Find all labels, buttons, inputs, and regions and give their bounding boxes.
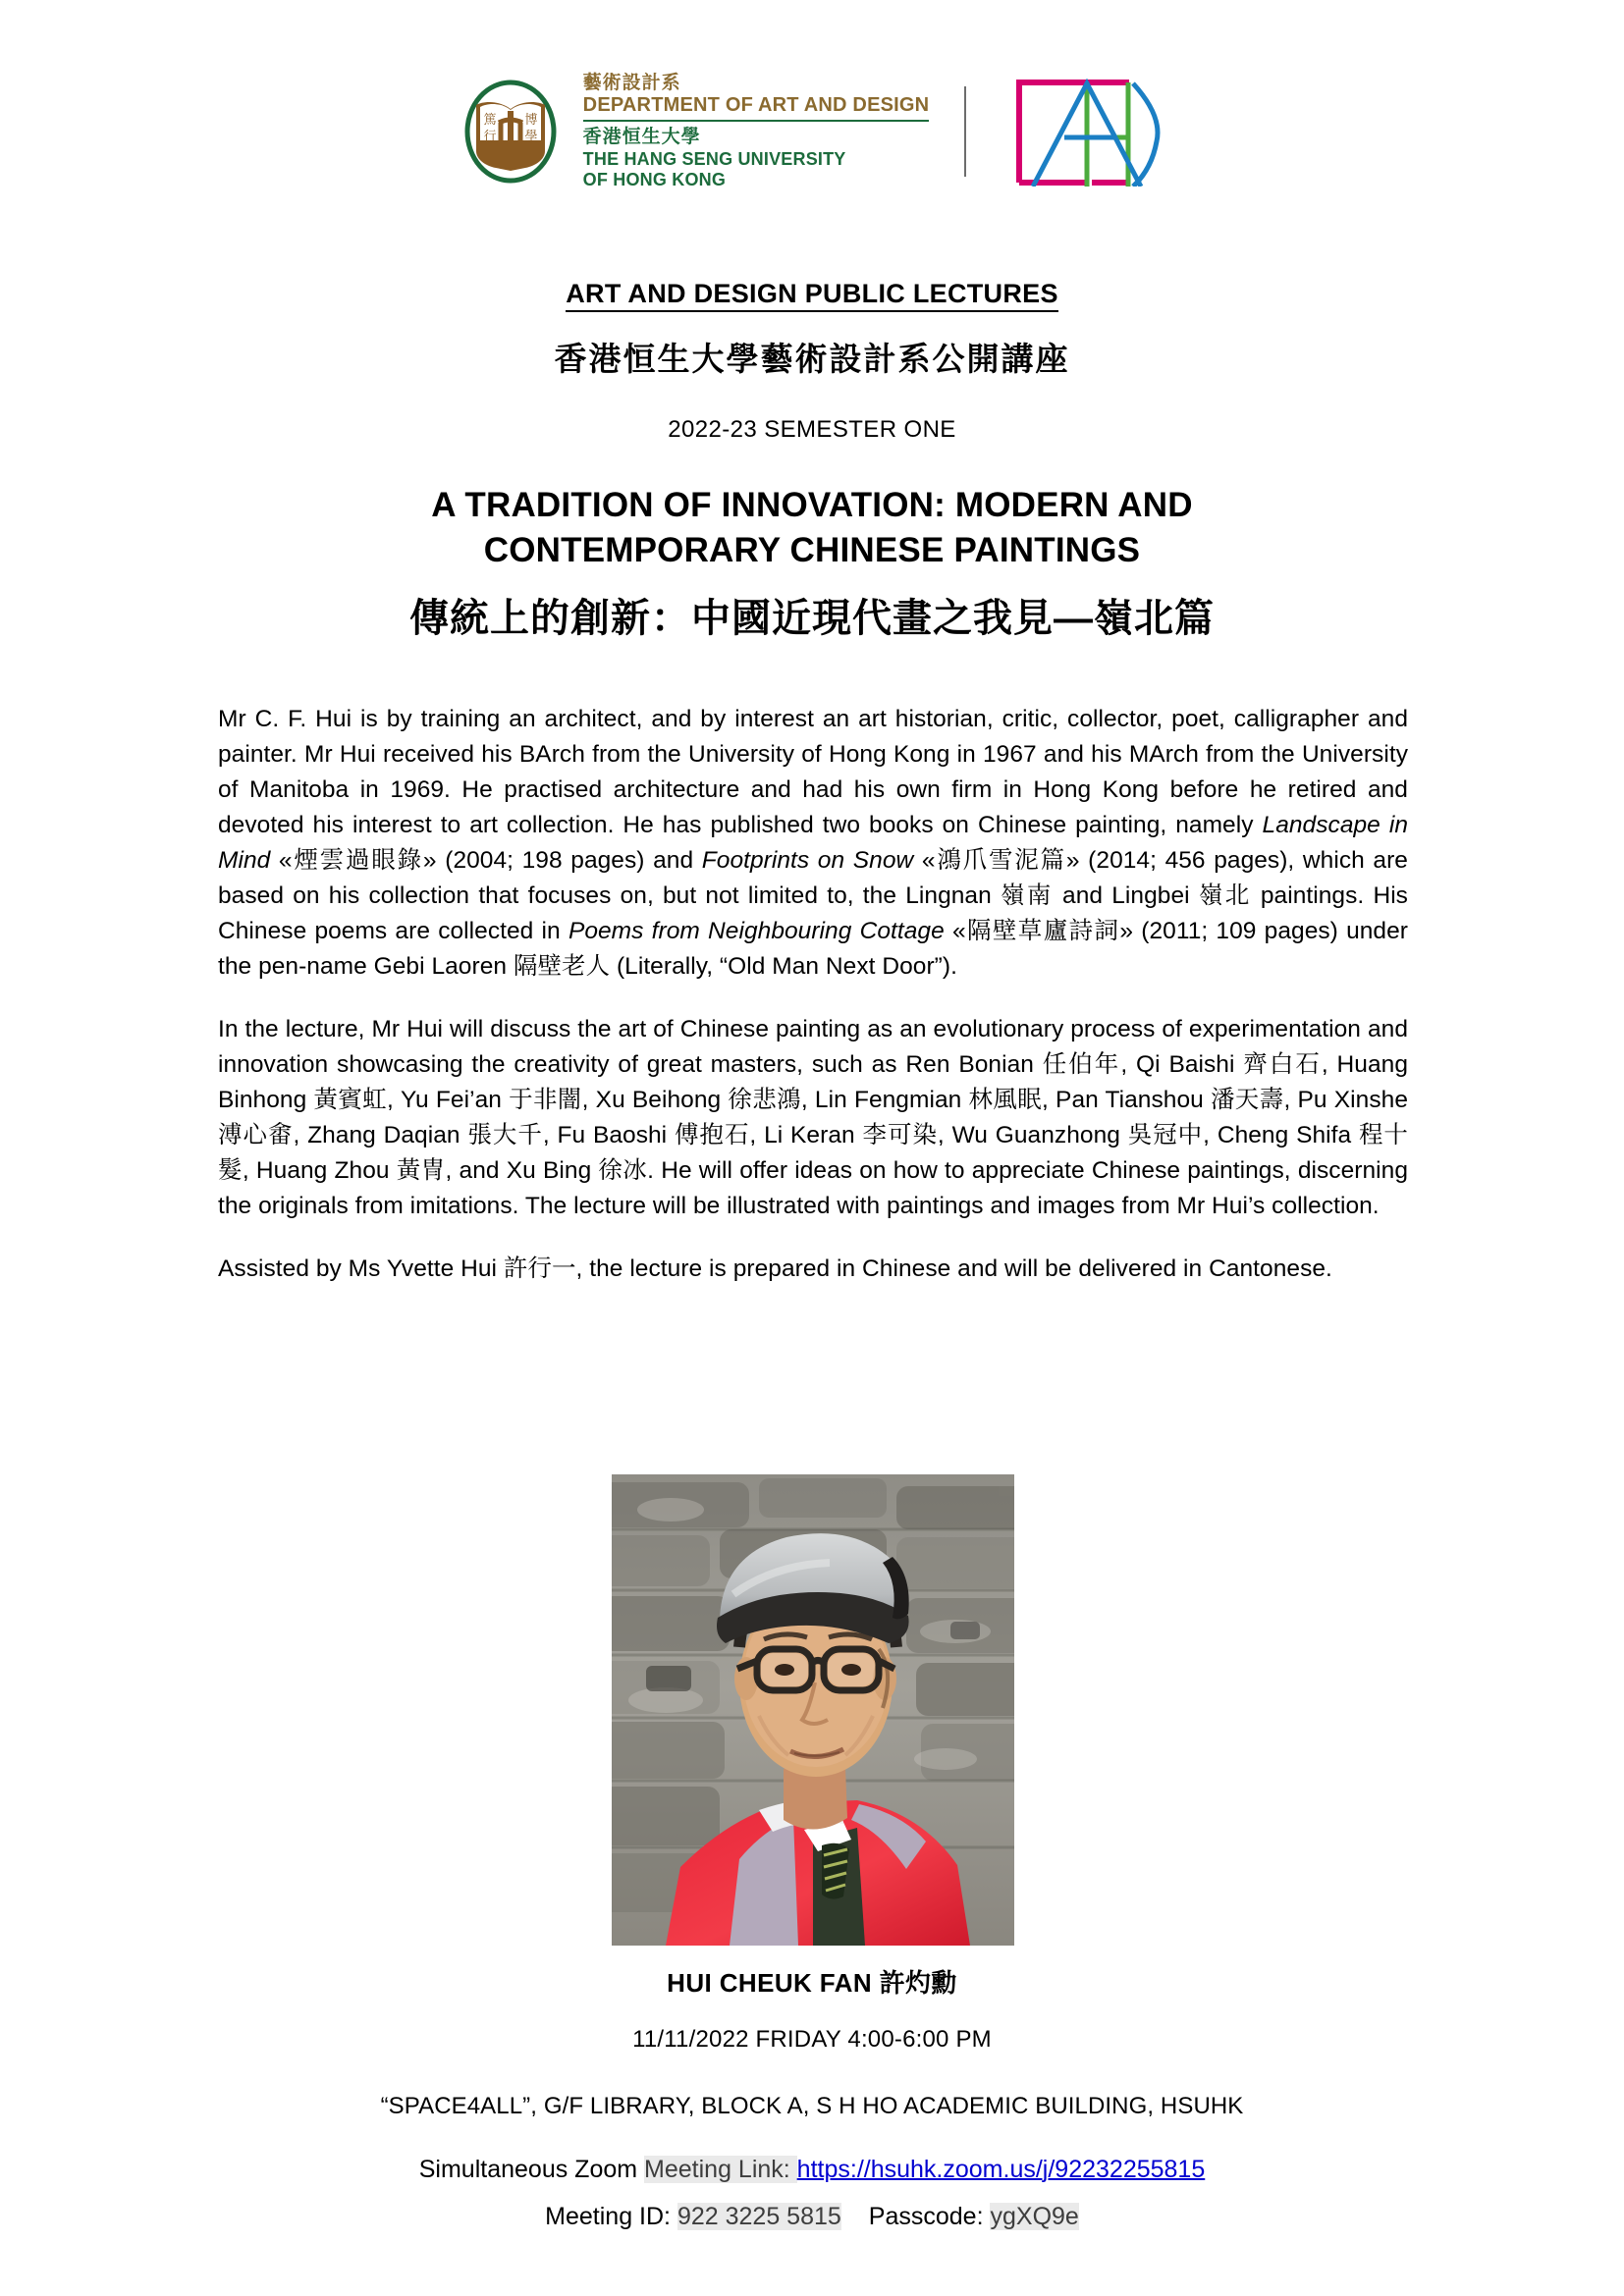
lecture-title-cn: 傳統上的創新：中國近現代畫之我見—嶺北篇	[409, 597, 1215, 640]
zoom-meeting-line	[0, 2156, 1624, 2184]
dad-monogram-icon	[1013, 77, 1161, 187]
hsuhk-crest-icon	[463, 80, 558, 184]
university-wordmark	[583, 74, 930, 189]
series-title-en	[0, 279, 1624, 309]
body-copy	[218, 702, 1408, 1287]
event-venue: “SPACE4ALL”, G/F LIBRARY, BLOCK A, S H HO ACADEMIC BUILDING, HSUHK	[380, 2093, 1244, 2119]
meeting-id-value: 922 3225 5815	[677, 2203, 841, 2230]
lecture-title-en-line1: A TRADITION OF INNOVATION: MODERN AND	[431, 486, 1193, 524]
series-title-cn: 香港恒生大學藝術設計系公開講座	[554, 341, 1070, 377]
bio-part-3: «鴻爪雪泥篇» (2014; 456 pages), which are based on his collection that focuses on, but not limited to, the Lingnan 嶺南 and Lingbei 嶺北 paintings. His Chinese poems are collected in	[218, 847, 1408, 944]
wordmark-divider	[583, 120, 930, 122]
department-name-en: DEPARTMENT OF ART AND DESIGN	[582, 93, 930, 116]
biography-paragraph	[218, 702, 1408, 985]
speaker-name: HUI CHEUK FAN 許灼勳	[667, 1968, 957, 1998]
speaker-portrait	[612, 1474, 1014, 1946]
svg-text:博: 博	[524, 113, 538, 128]
meeting-id-label: Meeting ID:	[545, 2203, 677, 2230]
logo-row	[463, 74, 1162, 189]
zoom-meeting-link[interactable]: https://hsuhk.zoom.us/j/92232255815	[796, 2156, 1206, 2183]
university-name-cn: 香港恒生大學	[582, 126, 701, 147]
passcode-value: ygXQ9e	[990, 2203, 1079, 2230]
book-title-2: Footprints on Snow	[701, 847, 914, 874]
logo-separator	[964, 86, 966, 177]
passcode-label: Passcode:	[868, 2203, 991, 2230]
zoom-credentials-line	[0, 2203, 1624, 2231]
university-name-en-line2: OF HONG KONG	[582, 169, 727, 189]
language-note-paragraph: Assisted by Ms Yvette Hui 許行一, the lecture is prepared in Chinese and will be delivered in Cantonese.	[218, 1255, 1332, 1282]
lecture-title-en-line2: CONTEMPORARY CHINESE PAINTINGS	[483, 531, 1141, 570]
zoom-meeting-link-label: Meeting Link:	[644, 2156, 797, 2183]
book-title-1: Landscape in Mind	[218, 812, 1408, 874]
speaker-portrait-image	[612, 1474, 1014, 1946]
department-name-cn: 藝術設計系	[582, 72, 681, 93]
bio-part-4: «隔壁草廬詩詞» (2011; 109 pages) under the pen-name Gebi Laoren 隔壁老人 (Literally, “Old Man Next Door”).	[218, 918, 1408, 980]
book-title-3: Poems from Neighbouring Cottage	[568, 918, 945, 944]
event-datetime: 11/11/2022 FRIDAY 4:00-6:00 PM	[632, 2026, 992, 2053]
series-title-en-text: ART AND DESIGN PUBLIC LECTURES	[566, 279, 1058, 312]
zoom-prefix-text: Simultaneous Zoom	[418, 2156, 645, 2183]
svg-text:學: 學	[524, 130, 538, 144]
university-name-en-line1: THE HANG SENG UNIVERSITY	[582, 148, 846, 169]
svg-text:篤: 篤	[483, 113, 497, 128]
lecture-title-en	[223, 483, 1401, 573]
lecture-content-paragraph: In the lecture, Mr Hui will discuss the art of Chinese painting as an evolutionary process of experimentation and innovation showcasing the creativity of great masters, such as Ren Bonian 任伯年, Qi Baishi 齊白石, Huang Binhong 黃賓虹, Yu Fei’an 于非闇, Xu Beihong 徐悲鴻, Lin Fengmian 林風眠, Pan Tianshou 潘天壽, Pu Xinshe 溥心畬, Zhang Daqian 張大千, Fu Baoshi 傅抱石, Li Keran 李可染, Wu Guanzhong 吳冠中, Cheng Shifa 程十髮, Huang Zhou 黃冑, and Xu Bing 徐冰. He will offer ideas on how to appreciate Chinese paintings, discerning the originals from imitations. The lecture will be illustrated with paintings and images from Mr Hui’s collection.	[218, 1016, 1408, 1219]
bio-part-1: Mr C. F. Hui is by training an architect, and by interest an art historian, critic, collector, poet, calligrapher and painter. Mr Hui received his BArch from the University of Hong Kong in 1967 and his MArch from the University of Manitoba in 1969. He practised architecture and had his own firm in Hong Kong before he retired and devoted his interest to art collection. He has published two books on Chinese painting, namely	[218, 706, 1408, 838]
semester-label: 2022-23 SEMESTER ONE	[668, 416, 956, 443]
header-logo-band	[0, 73, 1624, 190]
bio-part-2: «煙雲過眼錄» (2004; 198 pages) and	[270, 847, 702, 874]
svg-text:行: 行	[483, 130, 497, 144]
